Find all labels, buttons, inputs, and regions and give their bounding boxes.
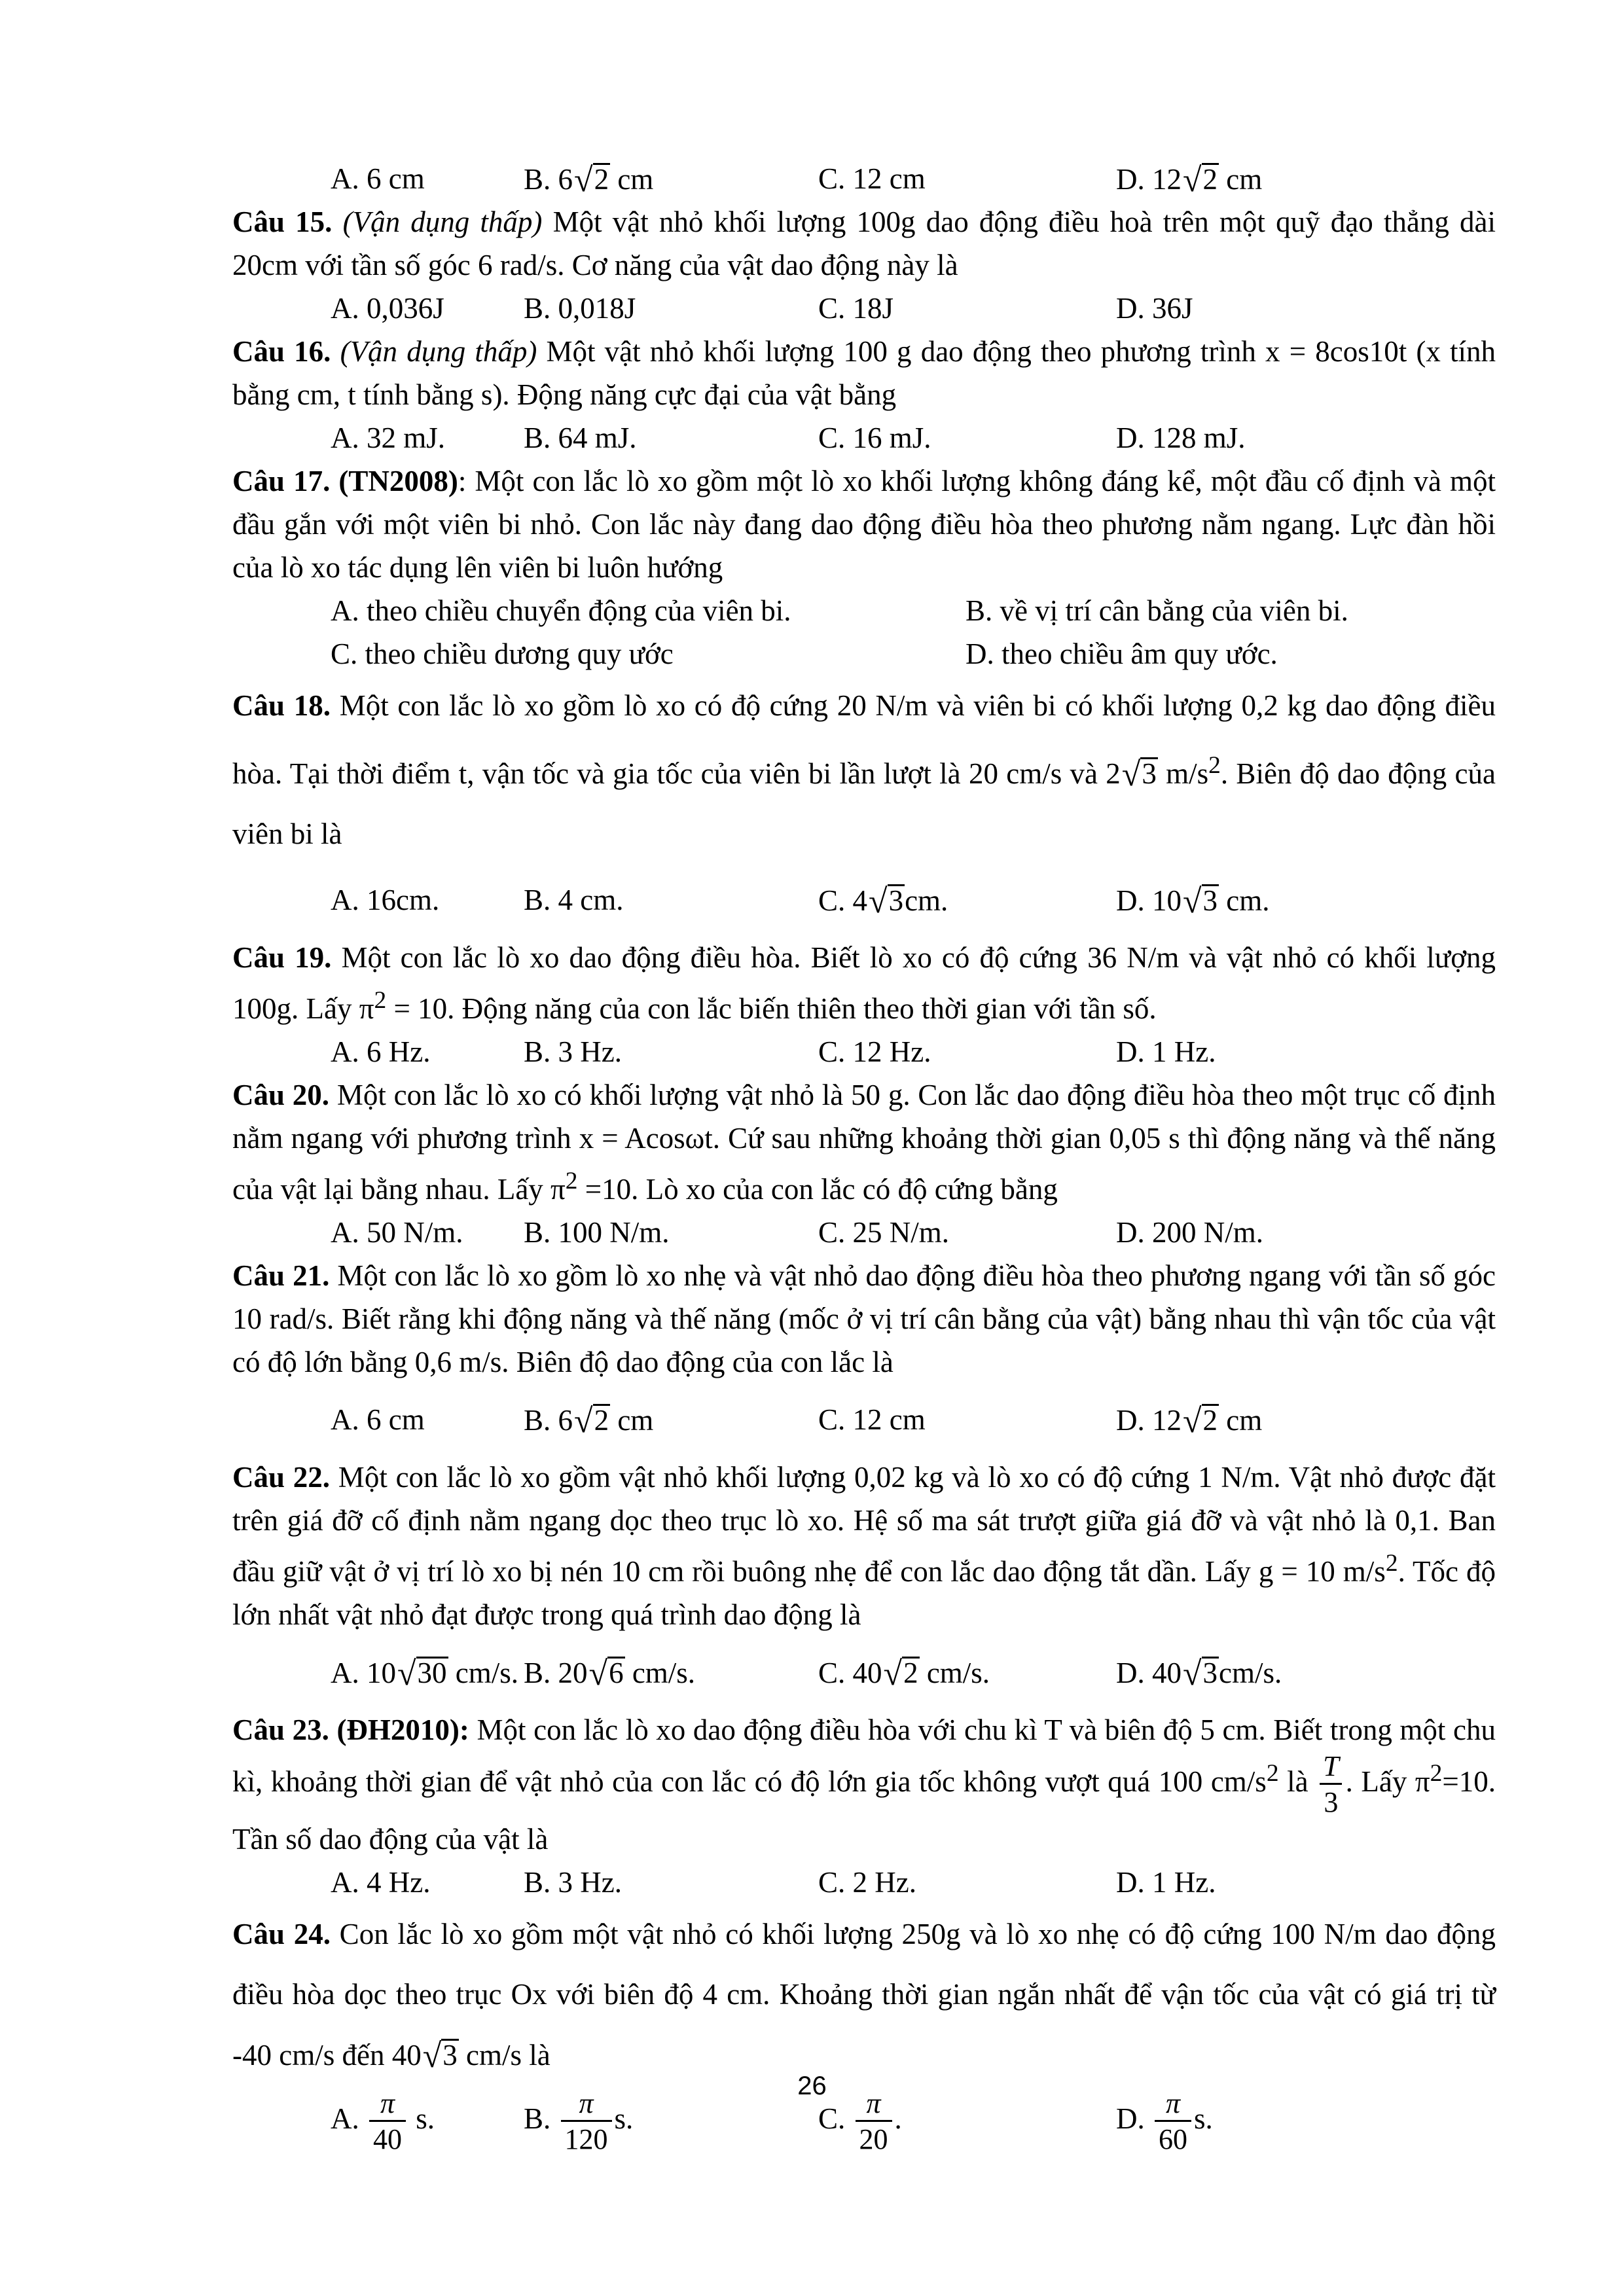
q17-option-b: B. về vị trí cân bằng của viên bi. <box>965 594 1348 627</box>
q18-option-d: D. 10√3 cm. <box>1116 882 1270 920</box>
q24-option-a: A. $\frac{\pi}{40}$ s. <box>331 2087 435 2155</box>
q14-options <box>232 157 1496 200</box>
q23-question: Câu 23. (ĐH2010): Một con lắc lò xo dao động điều hòa với chu kì T và biên độ 5 cm. Biết trong một chu kì, khoảng thời gian để vật nhỏ của con lắc có độ lớn gia tốc không vượt quá 100 $cm/s^2$ là $\frac{T}{3}$ . Lấy $\pi^2=10$. Tần số dao động của vật là <box>232 1713 1496 1856</box>
q17-label: Câu 17. (TN2008) <box>232 465 458 497</box>
q22-option-b: B. 20√6 cm/s. <box>524 1655 696 1693</box>
q17-text: : Một con lắc lò xo gồm một lò xo khối lượng không đáng kể, một đầu cố định và một đầu gắn với một viên bi nhỏ. Con lắc này đang dao động điều hòa theo phương nằm ngang. Lực đàn hồi của lò xo tác dụng lên viên bi luôn hướng <box>232 465 1496 584</box>
q24-label: Câu 24. <box>232 1918 331 1951</box>
q18-option-b: B. 4 cm. <box>524 884 624 916</box>
q19-option-b: B. 3 Hz. <box>524 1035 622 1068</box>
q22-label: Câu 22. <box>232 1461 331 1494</box>
q15-options <box>232 287 1496 330</box>
q22-option-d: D. 40√3cm/s. <box>1116 1655 1282 1693</box>
q21-option-a: A. 6 cm <box>331 1403 425 1436</box>
q23-option-b: B. 3 Hz. <box>524 1866 622 1899</box>
q15-level: (Vận dụng thấp) <box>342 206 543 238</box>
q19-question: Câu 19. Một con lắc lò xo dao động điều hòa. Biết lò xo có độ cứng 36 N/m và vật nhỏ có khối lượng 100g. Lấy $\pi^2 = 10$. Động năng của con lắc biến thiên theo thời gian với tần số. <box>232 941 1496 1025</box>
q15-text: Một vật nhỏ khối lượng 100g dao động điều hoà trên một quỹ đạo thẳng dài 20cm với tần số góc 6 rad/s. Cơ năng của vật dao động này là <box>232 206 1496 281</box>
q24-sqrt: √3 <box>422 2037 458 2075</box>
q20-question: Câu 20. Một con lắc lò xo có khối lượng vật nhỏ là 50 g. Con lắc dao động điều hòa theo một trục cố định nằm ngang với phương trình x = Acosωt. Cứ sau những khoảng thời gian 0,05 s thì động năng và thế năng của vật lại bằng nhau. Lấy $\pi^2 =10$. Lò xo của con lắc có độ cứng bằng <box>232 1079 1496 1206</box>
q15-label: Câu 15. <box>232 206 333 238</box>
q23-option-a: A. 4 Hz. <box>331 1866 431 1899</box>
q15-option-d: D. 36J <box>1116 292 1193 325</box>
q16-text: Một vật nhỏ khối lượng 100 g dao động theo phương trình x = 8cos10t (x tính bằng cm, t tính bằng s). Động năng cực đại của vật bằng <box>232 335 1496 411</box>
q20-option-b: B. 100 N/m. <box>524 1216 670 1249</box>
q15-option-b: B. 0,018J <box>524 292 636 325</box>
q20-option-a: A. 50 N/m. <box>331 1216 463 1249</box>
q18-option-a: A. 16cm. <box>331 884 440 916</box>
q14-option-c: C. 12 cm <box>818 162 926 195</box>
q18-option-c: C. 4√3cm. <box>818 882 948 920</box>
q20-option-c: C. 25 N/m. <box>818 1216 950 1249</box>
q17-question <box>232 459 1496 589</box>
q16-question <box>232 330 1496 416</box>
q19-label: Câu 19. <box>232 941 332 974</box>
q18-label: Câu 18. <box>232 689 331 722</box>
q21-label: Câu 21. <box>232 1259 330 1292</box>
q21-option-d: D. 12√2 cm <box>1116 1402 1263 1440</box>
q24-option-d: D. $\frac{\pi}{60}$ s. <box>1116 2087 1213 2155</box>
q22-option-a: A. 10√30 cm/s. <box>331 1655 519 1693</box>
q18-sqrt: √3 <box>1121 756 1157 793</box>
q21-option-c: C. 12 cm <box>818 1403 926 1436</box>
q23-option-d: D. 1 Hz. <box>1116 1866 1216 1899</box>
q20-option-d: D. 200 N/m. <box>1116 1216 1263 1249</box>
q19-options <box>232 1030 1496 1073</box>
q16-level: (Vận dụng thấp) <box>340 335 537 368</box>
q16-option-a: A. 32 mJ. <box>331 422 446 454</box>
q17-option-d: D. theo chiều âm quy ước. <box>965 637 1278 670</box>
q23-option-c: C. 2 Hz. <box>818 1866 916 1899</box>
q18-question: Câu 18. Một con lắc lò xo gồm lò xo có độ cứng 20 N/m và viên bi có khối lượng 0,2 kg dao động điều hòa. Tại thời điểm t, vận tốc và gia tốc của viên bi lần lượt là 20 cm/s và 2√3 $m/s^2$. Biên độ dao động của viên bi là <box>232 689 1496 850</box>
q14-option-a: A. 6 cm <box>331 162 425 195</box>
page-number: 26 <box>797 2072 827 2100</box>
q17-options-row1 <box>232 589 1496 632</box>
q23-fraction: $\frac{T}{3}$ <box>1319 1751 1343 1818</box>
q17-option-c: C. theo chiều dương quy ước <box>331 637 674 670</box>
q22-option-c: C. 40√2 cm/s. <box>818 1655 990 1693</box>
q21-option-b: B. 6√2 cm <box>524 1402 654 1440</box>
q20-label: Câu 20. <box>232 1079 330 1111</box>
q19-option-a: A. 6 Hz. <box>331 1035 431 1068</box>
q23-label: Câu 23. (ĐH2010): <box>232 1713 469 1746</box>
q17-option-a: A. theo chiều chuyển động của viên bi. <box>331 594 791 627</box>
q16-option-d: D. 128 mJ. <box>1116 422 1246 454</box>
q21-question: Câu 21. Một con lắc lò xo gồm lò xo nhẹ và vật nhỏ dao động điều hòa theo phương ngang với tần số góc 10 rad/s. Biết rằng khi động năng và thế năng (mốc ở vị trí cân bằng của vật) bằng nhau thì vận tốc của vật có độ lớn bằng 0,6 m/s. Biên độ dao động của con lắc là <box>232 1259 1496 1378</box>
q14-option-d: D. 12√2 cm <box>1116 162 1263 199</box>
q22-question: Câu 22. Một con lắc lò xo gồm vật nhỏ khối lượng 0,02 kg và lò xo có độ cứng 1 N/m. Vật nhỏ được đặt trên giá đỡ cố định nằm ngang dọc theo trục lò xo. Hệ số ma sát trượt giữa giá đỡ và vật nhỏ là 0,1. Ban đầu giữ vật ở vị trí lò xo bị nén 10 cm rồi buông nhẹ để con lắc dao động tắt dần. Lấy g = 10 $m/s^2$. Tốc độ lớn nhất vật nhỏ đạt được trong quá trình dao động là <box>232 1461 1496 1631</box>
document-page <box>232 157 1496 2157</box>
q19-option-d: D. 1 Hz. <box>1116 1035 1216 1068</box>
q24-option-b: B. $\frac{\pi}{120}$ s. <box>524 2087 634 2155</box>
q14-option-b: B. 6√2 cm <box>524 162 654 199</box>
q16-label: Câu 16. <box>232 335 331 368</box>
q17-options-row2 <box>232 632 1496 675</box>
q18-options <box>232 864 1496 936</box>
q15-option-a: A. 0,036J <box>331 292 444 325</box>
q15-option-c: C. 18J <box>818 292 894 325</box>
q16-options <box>232 416 1496 459</box>
q19-option-c: C. 12 Hz. <box>818 1035 931 1068</box>
q22-options <box>232 1636 1496 1708</box>
q16-option-c: C. 16 mJ. <box>818 422 931 454</box>
q24-question: Câu 24. Con lắc lò xo gồm một vật nhỏ có khối lượng 250g và lò xo nhẹ có độ cứng 100 N/m dao động điều hòa dọc theo trục Ox với biên độ 4 cm. Khoảng thời gian ngắn nhất để vận tốc của vật có giá trị từ -40 cm/s đến 40√3 cm/s là <box>232 1918 1496 2075</box>
q24-option-c: C. $\frac{\pi}{20}$ . <box>818 2087 902 2155</box>
q16-option-b: B. 64 mJ. <box>524 422 637 454</box>
q20-options <box>232 1211 1496 1254</box>
q23-options <box>232 1861 1496 1904</box>
q15-question <box>232 200 1496 287</box>
q21-options <box>232 1384 1496 1456</box>
